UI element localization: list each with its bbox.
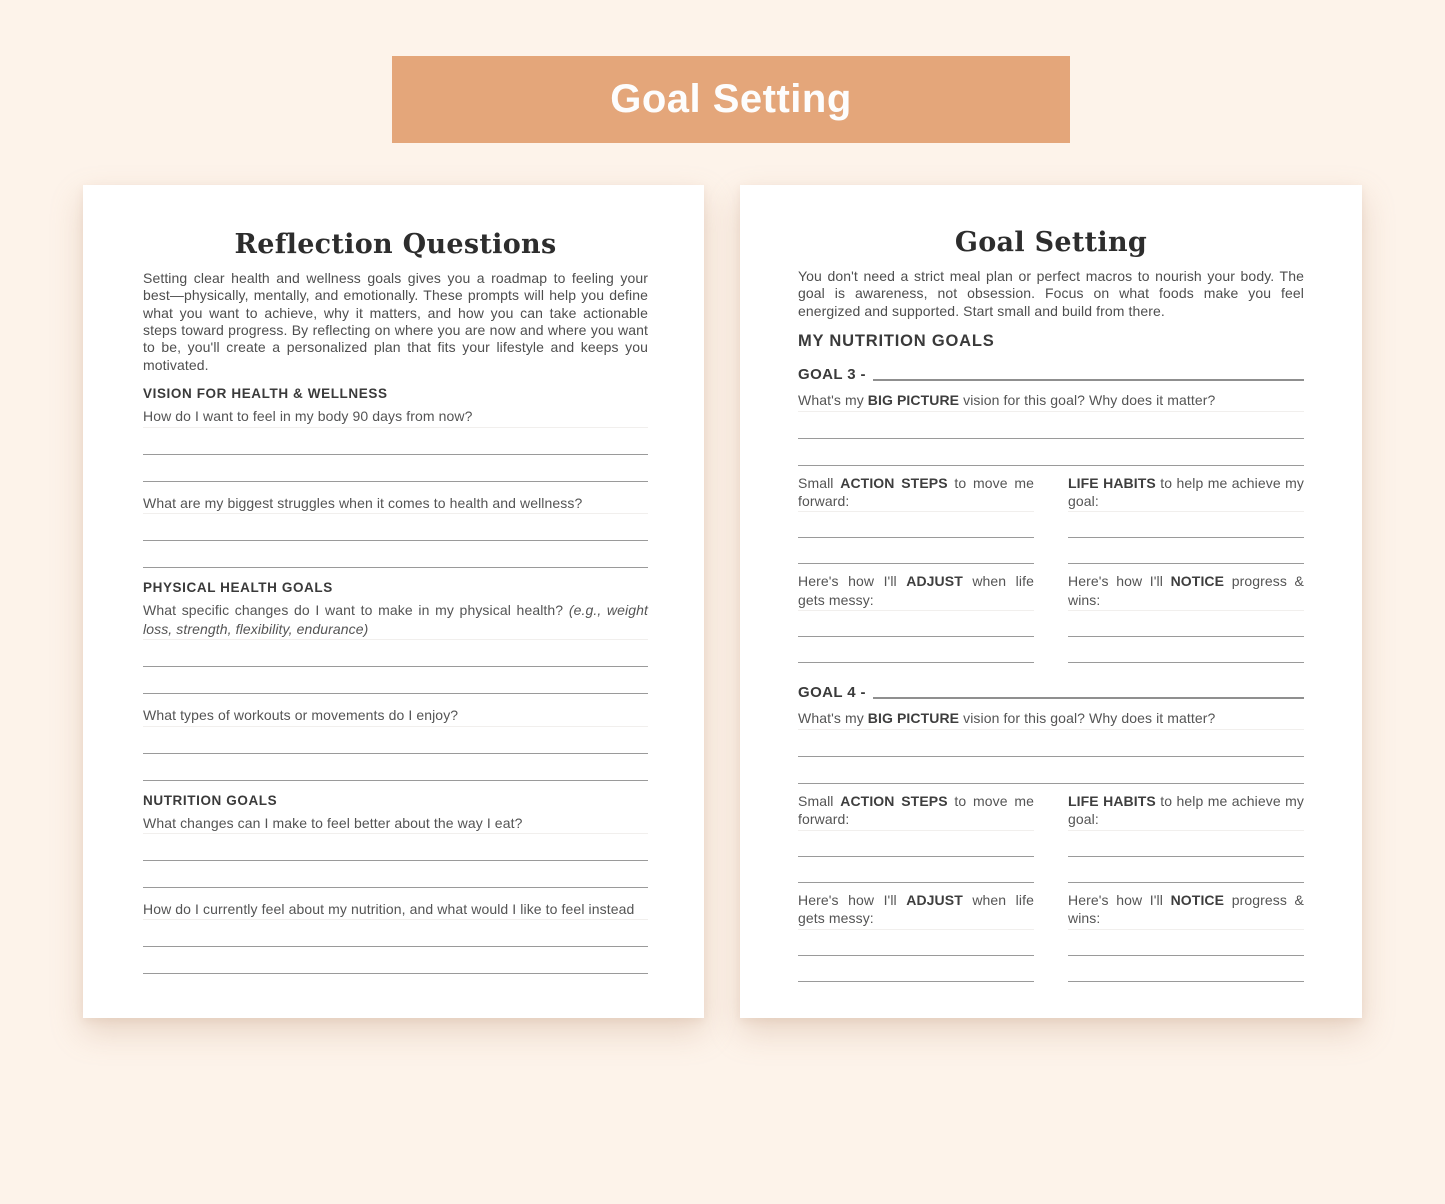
answer-line — [143, 640, 648, 667]
adjust-cell — [798, 572, 1034, 663]
prompt-bold-segment: ADJUST — [906, 891, 963, 908]
prompt-text-segment: when life gets messy: — [798, 891, 1034, 927]
answer-line — [143, 727, 648, 754]
goal-name-line — [873, 697, 1304, 699]
answer-line — [143, 834, 648, 861]
prompt-notice — [1068, 891, 1304, 930]
section-heading: PHYSICAL HEALTH GOALS — [143, 580, 333, 596]
prompt-big-picture — [798, 391, 1304, 411]
prompt-text-segment: vision for this goal? Why does it matter? — [959, 710, 1216, 727]
answer-line — [798, 857, 1034, 883]
prompt-text-segment: Here's how I'll — [798, 573, 907, 590]
question-text: What types of workouts or movements do I enjoy? — [143, 706, 648, 726]
answer-line — [143, 514, 648, 541]
goal-label-row — [798, 361, 1304, 383]
adjust-notice-row — [798, 572, 1304, 663]
right-page-title: Goal Setting — [954, 227, 1148, 258]
answer-line — [798, 757, 1304, 784]
answer-line — [1068, 930, 1304, 956]
question-group — [143, 494, 648, 568]
goal-label-row — [798, 679, 1304, 701]
prompt-text-segment: What's my — [798, 392, 868, 409]
banner-title: Goal Setting — [610, 77, 852, 121]
answer-line — [143, 754, 648, 781]
big-picture-lines — [798, 730, 1304, 784]
answer-line — [143, 541, 648, 568]
answer-line — [1068, 637, 1304, 663]
question-text — [143, 601, 648, 640]
question-text: How do I want to feel in my body 90 days from now? — [143, 407, 648, 427]
prompt-text-segment: Small — [798, 474, 841, 491]
prompt-bold-segment: ACTION STEPS — [840, 474, 948, 491]
prompt-adjust — [798, 891, 1034, 930]
big-picture-lines — [798, 412, 1304, 466]
answer-line — [798, 538, 1034, 564]
prompt-bold-segment: BIG PICTURE — [867, 710, 960, 727]
question-group — [143, 814, 648, 888]
answer-line — [798, 930, 1034, 956]
prompt-bold-segment: NOTICE — [1170, 891, 1225, 908]
goal-label: GOAL 3 - — [798, 366, 866, 384]
answer-line — [143, 920, 648, 947]
section-heading: VISION FOR HEALTH & WELLNESS — [143, 386, 388, 402]
section-nutrition-goals — [143, 793, 648, 975]
answer-line — [798, 611, 1034, 637]
answer-line — [1068, 538, 1304, 564]
section-vision-health-wellness — [143, 386, 648, 568]
prompt-text-segment: to move me forward: — [798, 474, 1035, 510]
answer-line — [1068, 956, 1304, 982]
prompt-text-segment: progress & wins: — [1068, 891, 1304, 927]
answer-line — [1068, 512, 1304, 538]
prompt-text-segment: to help me achieve my goal: — [1068, 792, 1304, 828]
answer-line — [798, 730, 1304, 757]
prompt-life-habits — [1068, 792, 1304, 831]
answer-line — [1068, 857, 1304, 883]
answer-line — [798, 412, 1304, 439]
prompt-notice — [1068, 572, 1304, 611]
prompt-big-picture — [798, 709, 1304, 729]
left-page-intro: Setting clear health and wellness goals gives you a roadmap to feeling your best—physically, mentally, and emotionally. These prompts will help you define what you want to achieve, why it matters, and how you can take actionable steps toward progress. By reflecting on where you are now and where you want to be, you'll create a personalized plan that fits your lifestyle and keeps you motivated. — [143, 270, 648, 373]
notice-cell — [1068, 891, 1304, 982]
prompt-text-segment: Here's how I'll — [798, 891, 907, 908]
answer-line — [798, 637, 1034, 663]
prompt-life-habits — [1068, 474, 1304, 513]
prompt-text-segment: to move me forward: — [798, 792, 1035, 828]
answer-line — [143, 667, 648, 694]
prompt-action-steps — [798, 474, 1034, 513]
prompt-action-steps — [798, 792, 1034, 831]
action-habits-row — [798, 474, 1304, 565]
question-group — [143, 900, 648, 974]
life-habits-cell — [1068, 474, 1304, 565]
answer-line — [798, 439, 1304, 466]
question-text-segment: What specific changes do I want to make in my physical health? — [143, 602, 569, 619]
action-steps-cell — [798, 792, 1034, 883]
prompt-bold-segment: ADJUST — [906, 573, 963, 590]
my-nutrition-goals-heading: MY NUTRITION GOALS — [798, 332, 995, 351]
goal-setting-banner — [392, 56, 1070, 143]
question-text: What are my biggest struggles when it comes to health and wellness? — [143, 494, 648, 514]
answer-line — [798, 956, 1034, 982]
goal-setting-page — [740, 185, 1362, 1018]
answer-line — [1068, 611, 1304, 637]
right-page-intro: You don't need a strict meal plan or perfect macros to nourish your body. The goal is awareness, not obsession. Focus on what foods make you feel energized and supported. Start small and build from there. — [798, 268, 1304, 319]
goal-name-line — [873, 379, 1304, 381]
answer-line — [143, 861, 648, 888]
section-heading: NUTRITION GOALS — [143, 792, 278, 808]
question-group — [143, 407, 648, 481]
answer-line — [143, 455, 648, 482]
prompt-bold-segment: NOTICE — [1170, 573, 1225, 590]
question-group — [143, 706, 648, 780]
prompt-text-segment: when life gets messy: — [798, 573, 1034, 608]
notice-cell — [1068, 572, 1304, 663]
life-habits-cell — [1068, 792, 1304, 883]
prompt-bold-segment: LIFE HABITS — [1068, 474, 1156, 491]
prompt-text-segment: to help me achieve my goal: — [1068, 474, 1304, 510]
prompt-bold-segment: ACTION STEPS — [840, 792, 948, 809]
adjust-notice-row — [798, 891, 1304, 982]
goal-3-block — [798, 361, 1304, 663]
prompt-text-segment: Here's how I'll — [1068, 891, 1171, 908]
goal-4-block — [798, 679, 1304, 981]
prompt-text-segment: vision for this goal? Why does it matter? — [959, 392, 1216, 409]
goal-label: GOAL 4 - — [798, 684, 866, 702]
prompt-text-segment: Small — [798, 792, 841, 809]
prompt-text-segment: What's my — [798, 710, 868, 727]
section-physical-health-goals — [143, 580, 648, 780]
action-habits-row — [798, 792, 1304, 883]
answer-line — [798, 831, 1034, 857]
question-group — [143, 601, 648, 694]
question-text: What changes can I make to feel better about the way I eat? — [143, 814, 648, 834]
answer-line — [1068, 831, 1304, 857]
prompt-bold-segment: LIFE HABITS — [1068, 792, 1156, 809]
adjust-cell — [798, 891, 1034, 982]
question-text: How do I currently feel about my nutrition, and what would I like to feel instead — [143, 900, 648, 920]
answer-line — [798, 512, 1034, 538]
left-page-title: Reflection Questions — [234, 229, 557, 260]
answer-line — [143, 947, 648, 974]
action-steps-cell — [798, 474, 1034, 565]
question-italic-example: (e.g., weight loss, strength, flexibility, endurance) — [143, 602, 649, 637]
prompt-adjust — [798, 572, 1034, 611]
prompt-bold-segment: BIG PICTURE — [867, 392, 960, 409]
answer-line — [143, 428, 648, 455]
prompt-text-segment: progress & wins: — [1068, 573, 1304, 608]
prompt-text-segment: Here's how I'll — [1068, 573, 1171, 590]
reflection-questions-page — [83, 185, 704, 1018]
